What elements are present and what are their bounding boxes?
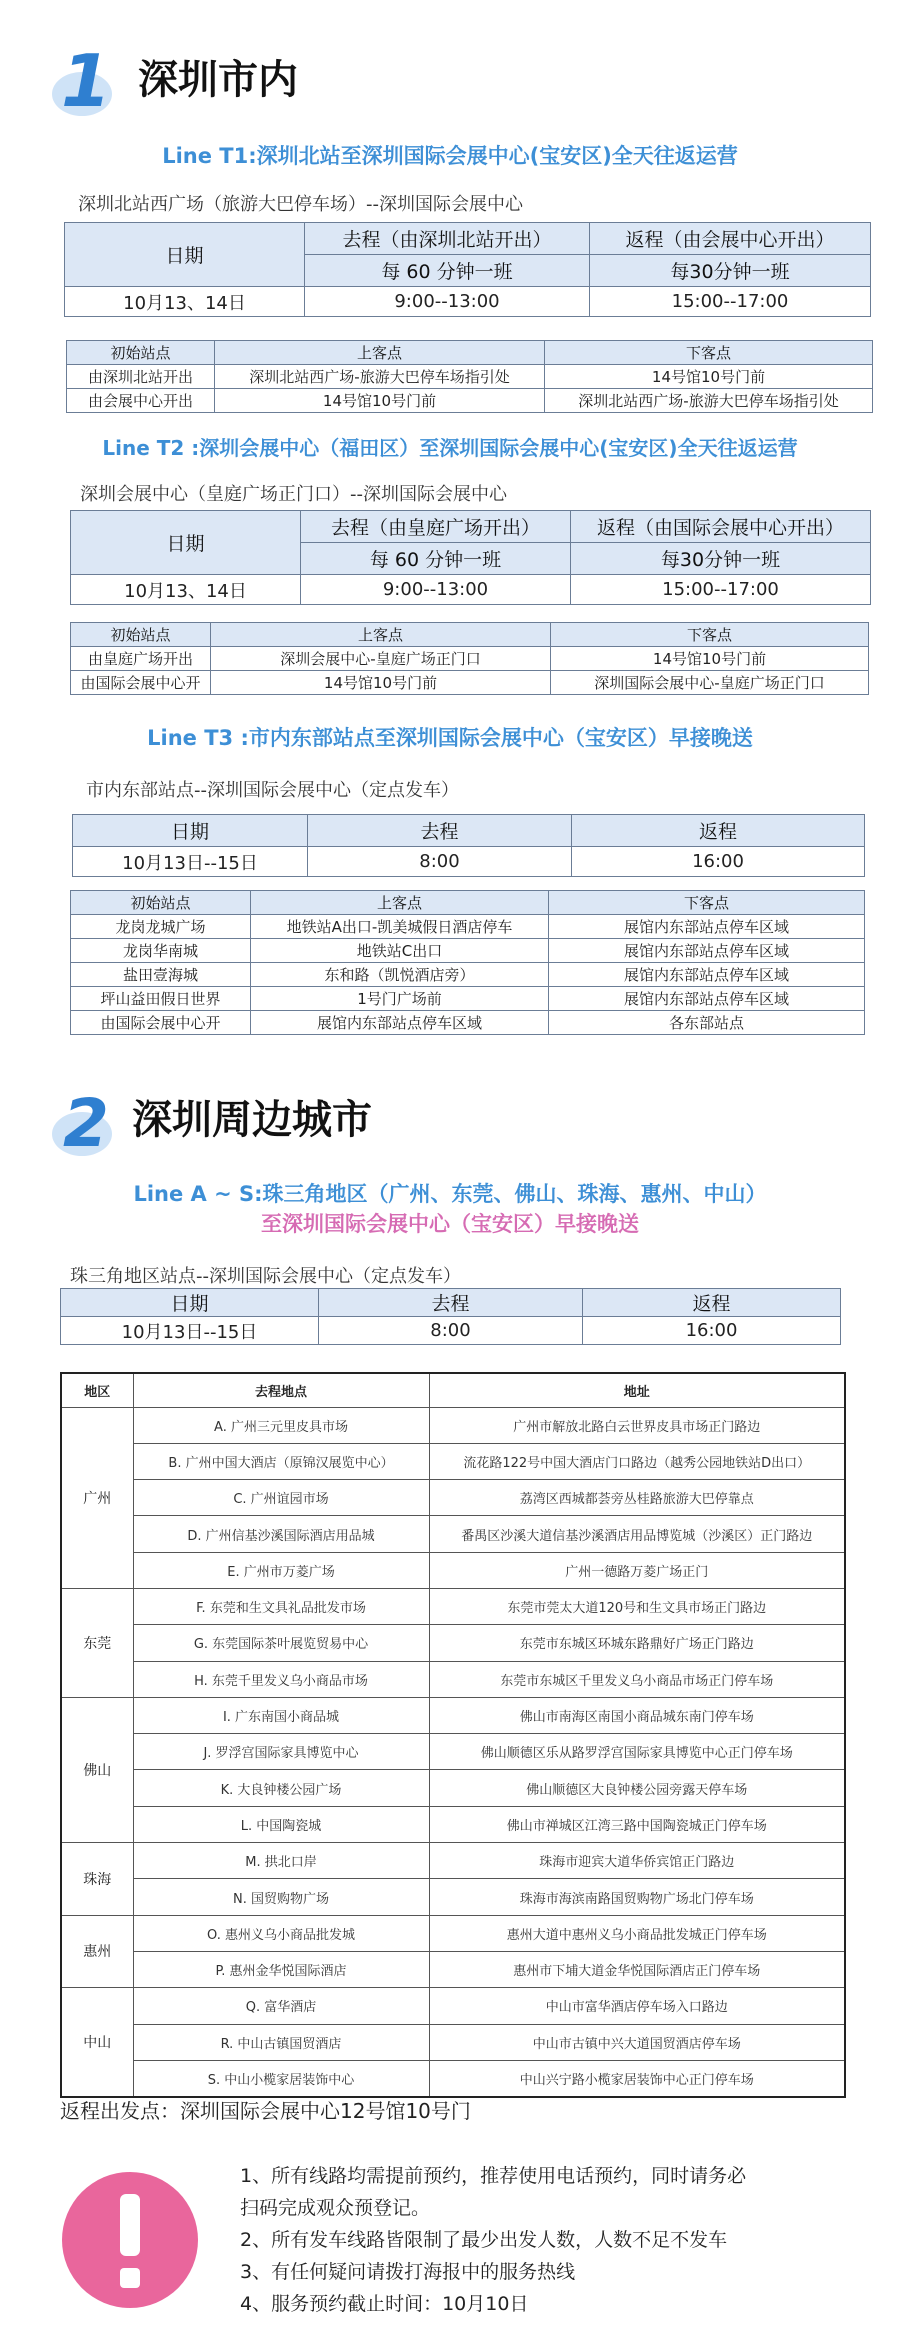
table-row — [61, 1951, 845, 1987]
station-cell: O. 惠州义乌小商品批发城 — [133, 1915, 429, 1951]
t2-back-freq: 每30分钟一班 — [571, 543, 871, 575]
as-date-header: 日期 — [61, 1289, 319, 1317]
address-cell: 东莞市莞太大道120号和生文具市场正门路边 — [429, 1588, 845, 1624]
t3-stop-pickup: 1号门广场前 — [251, 987, 549, 1011]
t3-stop-start: 盐田壹海城 — [71, 963, 251, 987]
address-cell: 惠州市下埔大道金华悦国际酒店正门停车场 — [429, 1951, 845, 1987]
as-header-address: 地址 — [429, 1373, 845, 1407]
station-cell: N. 国贸购物广场 — [133, 1879, 429, 1915]
t3-stop-start: 龙岗龙城广场 — [71, 915, 251, 939]
address-cell: 广州一德路万菱广场正门 — [429, 1552, 845, 1588]
section2-number-badge — [46, 1080, 126, 1160]
as-go-time: 8:00 — [319, 1317, 583, 1345]
table-row — [61, 1697, 845, 1733]
t1-stop-dropoff: 14号馆10号门前 — [545, 365, 873, 389]
address-cell: 佛山市禅城区江湾三路中国陶瓷城正门停车场 — [429, 1806, 845, 1842]
as-route: 珠三角地区站点--深圳国际会展中心（定点发车） — [70, 1266, 461, 1287]
address-cell: 中山兴宁路小榄家居装饰中心正门停车场 — [429, 2060, 845, 2096]
t2-title: Line T2 :深圳会展中心（福田区）至深圳国际会展中心(宝安区)全天往返运营 — [102, 436, 798, 460]
t1-back-freq: 每30分钟一班 — [590, 255, 871, 287]
t1-go-time: 9:00--13:00 — [305, 287, 590, 317]
table-row — [61, 2024, 845, 2060]
table-row — [67, 365, 873, 389]
t2-stop-pickup: 深圳会展中心-皇庭广场正门口 — [211, 647, 551, 671]
address-cell: 珠海市海滨南路国贸购物广场北门停车场 — [429, 1879, 845, 1915]
table-row — [67, 389, 873, 413]
t3-go-time: 8:00 — [308, 847, 572, 877]
t1-stop-start: 由深圳北站开出 — [67, 365, 215, 389]
as-header-region: 地区 — [61, 1373, 133, 1407]
station-cell: A. 广州三元里皮具市场 — [133, 1407, 429, 1443]
address-cell: 荔湾区西城都荟旁丛桂路旅游大巴停靠点 — [429, 1480, 845, 1516]
address-cell: 东莞市东城区千里发义乌小商品市场正门停车场 — [429, 1661, 845, 1697]
region-cell: 惠州 — [61, 1915, 133, 1988]
address-cell: 佛山顺德区大良钟楼公园旁露天停车场 — [429, 1770, 845, 1806]
t2-stops-h0: 初始站点 — [71, 623, 211, 647]
table-row — [71, 939, 865, 963]
note-item: 扫码完成观众预登记。 — [240, 2197, 431, 2219]
t3-stop-start: 坪山益田假日世界 — [71, 987, 251, 1011]
station-cell: L. 中国陶瓷城 — [133, 1806, 429, 1842]
t1-stops-h1: 上客点 — [215, 341, 545, 365]
as-header-station: 去程地点 — [133, 1373, 429, 1407]
t3-go-header: 去程 — [308, 815, 572, 847]
t3-stop-dropoff: 各东部站点 — [549, 1011, 865, 1035]
t1-title: Line T1:深圳北站至深圳国际会展中心(宝安区)全天往返运营 — [162, 144, 738, 168]
table-row — [61, 1843, 845, 1879]
section2-title: 深圳周边城市 — [132, 1096, 372, 1143]
t1-date: 10月13、14日 — [65, 287, 305, 317]
t3-date-header: 日期 — [73, 815, 308, 847]
station-cell: G. 东莞国际茶叶展览贸易中心 — [133, 1625, 429, 1661]
table-row — [71, 915, 865, 939]
region-cell: 中山 — [61, 1988, 133, 2097]
table-row — [61, 1625, 845, 1661]
t3-stop-dropoff: 展馆内东部站点停车区域 — [549, 939, 865, 963]
t2-route: 深圳会展中心（皇庭广场正门口）--深圳国际会展中心 — [80, 484, 507, 505]
exclamation-icon — [60, 2170, 200, 2310]
address-cell: 东莞市东城区环城东路鼎好广场正门路边 — [429, 1625, 845, 1661]
t1-stop-dropoff: 深圳北站西广场-旅游大巴停车场指引处 — [545, 389, 873, 413]
notes-list — [240, 2160, 880, 2320]
as-go-header: 去程 — [319, 1289, 583, 1317]
region-cell: 东莞 — [61, 1588, 133, 1697]
t1-route: 深圳北站西广场（旅游大巴停车场）--深圳国际会展中心 — [78, 194, 523, 215]
t1-stop-pickup: 深圳北站西广场-旅游大巴停车场指引处 — [215, 365, 545, 389]
station-cell: S. 中山小榄家居装饰中心 — [133, 2060, 429, 2096]
t1-back-time: 15:00--17:00 — [590, 287, 871, 317]
t1-stops-h2: 下客点 — [545, 341, 873, 365]
as-back-header: 返程 — [583, 1289, 841, 1317]
note-item: 3、有任何疑问请拨打海报中的服务热线 — [240, 2261, 576, 2283]
return-point: 返程出发点：深圳国际会展中心12号馆10号门 — [60, 2099, 471, 2123]
table-row — [61, 1915, 845, 1951]
t3-route: 市内东部站点--深圳国际会展中心（定点发车） — [86, 780, 459, 801]
t2-go-freq: 每 60 分钟一班 — [301, 543, 571, 575]
address-cell: 中山市富华酒店停车场入口路边 — [429, 1988, 845, 2024]
table-row — [61, 1770, 845, 1806]
t3-stops-h1: 上客点 — [251, 891, 549, 915]
address-cell: 流花路122号中国大酒店门口路边（越秀公园地铁站D出口） — [429, 1443, 845, 1479]
table-row — [61, 1407, 845, 1443]
t2-stops-h1: 上客点 — [211, 623, 551, 647]
region-cell: 珠海 — [61, 1843, 133, 1916]
section1-title: 深圳市内 — [138, 56, 298, 103]
address-cell: 佛山市南海区南国小商品城东南门停车场 — [429, 1697, 845, 1733]
note-item: 2、所有发车线路皆限制了最少出发人数，人数不足不发车 — [240, 2229, 728, 2251]
t1-back-header: 返程（由会展中心开出） — [590, 223, 871, 255]
address-cell: 中山市古镇中兴大道国贸酒店停车场 — [429, 2024, 845, 2060]
t1-stop-pickup: 14号馆10号门前 — [215, 389, 545, 413]
note-item: 1、所有线路均需提前预约，推荐使用电话预约，同时请务必 — [240, 2165, 747, 2187]
t2-stop-dropoff: 深圳国际会展中心-皇庭广场正门口 — [551, 671, 869, 695]
table-row — [61, 1988, 845, 2024]
table-row — [71, 987, 865, 1011]
t2-go-time: 9:00--13:00 — [301, 575, 571, 605]
t2-stops-table — [70, 622, 869, 695]
station-cell: Q. 富华酒店 — [133, 1988, 429, 2024]
t3-stop-dropoff: 展馆内东部站点停车区域 — [549, 963, 865, 987]
t3-stop-pickup: 地铁站A出口-凯美城假日酒店停车 — [251, 915, 549, 939]
t3-stop-start: 由国际会展中心开 — [71, 1011, 251, 1035]
station-cell: H. 东莞千里发义乌小商品市场 — [133, 1661, 429, 1697]
table-row — [61, 2060, 845, 2096]
t3-stops-table — [70, 890, 865, 1035]
t3-stops-h0: 初始站点 — [71, 891, 251, 915]
station-cell: F. 东莞和生文具礼品批发市场 — [133, 1588, 429, 1624]
t1-stops-h0: 初始站点 — [67, 341, 215, 365]
t3-stops-h2: 下客点 — [549, 891, 865, 915]
t1-schedule-table — [64, 222, 871, 317]
t3-stop-dropoff: 展馆内东部站点停车区域 — [549, 915, 865, 939]
t1-date-header: 日期 — [65, 223, 305, 287]
station-cell: J. 罗浮宫国际家具博览中心 — [133, 1734, 429, 1770]
station-cell: M. 拱北口岸 — [133, 1843, 429, 1879]
t3-back-time: 16:00 — [572, 847, 865, 877]
region-cell: 广州 — [61, 1407, 133, 1588]
section2-number: 2 — [63, 1085, 109, 1160]
t2-date-header: 日期 — [71, 511, 301, 575]
address-cell: 惠州大道中惠州义乌小商品批发城正门停车场 — [429, 1915, 845, 1951]
t1-go-header: 去程（由深圳北站开出） — [305, 223, 590, 255]
t2-back-header: 返程（由国际会展中心开出） — [571, 511, 871, 543]
table-row — [61, 1806, 845, 1842]
address-cell: 佛山顺德区乐从路罗浮宫国际家具博览中心正门停车场 — [429, 1734, 845, 1770]
t3-schedule-table — [72, 814, 865, 877]
t2-back-time: 15:00--17:00 — [571, 575, 871, 605]
as-title: Line A ~ S:珠三角地区（广州、东莞、佛山、珠海、惠州、中山） — [133, 1182, 767, 1206]
t3-title: Line T3 :市内东部站点至深圳国际会展中心（宝安区）早接晚送 — [147, 726, 753, 750]
region-cell: 佛山 — [61, 1697, 133, 1842]
address-cell: 珠海市迎宾大道华侨宾馆正门路边 — [429, 1843, 845, 1879]
t3-stop-pickup: 展馆内东部站点停车区域 — [251, 1011, 549, 1035]
section1-number-badge — [46, 40, 126, 120]
table-row — [71, 1011, 865, 1035]
t2-stop-start: 由皇庭广场开出 — [71, 647, 211, 671]
table-row — [71, 963, 865, 987]
t3-date: 10月13日--15日 — [73, 847, 308, 877]
note-item: 4、服务预约截止时间：10月10日 — [240, 2293, 529, 2315]
t1-go-freq: 每 60 分钟一班 — [305, 255, 590, 287]
table-row — [61, 1588, 845, 1624]
t2-stops-h2: 下客点 — [551, 623, 869, 647]
station-cell: R. 中山古镇国贸酒店 — [133, 2024, 429, 2060]
station-cell: E. 广州市万菱广场 — [133, 1552, 429, 1588]
as-subtitle: 至深圳国际会展中心（宝安区）早接晚送 — [261, 1212, 639, 1236]
as-stations-table — [60, 1372, 846, 2098]
t3-stop-dropoff: 展馆内东部站点停车区域 — [549, 987, 865, 1011]
table-row — [61, 1552, 845, 1588]
table-row — [61, 1480, 845, 1516]
as-schedule-table — [60, 1288, 841, 1345]
address-cell: 番禺区沙溪大道信基沙溪酒店用品博览城（沙溪区）正门路边 — [429, 1516, 845, 1552]
t2-stop-start: 由国际会展中心开 — [71, 671, 211, 695]
t3-stop-start: 龙岗华南城 — [71, 939, 251, 963]
table-row — [61, 1734, 845, 1770]
table-row — [71, 671, 869, 695]
station-cell: B. 广州中国大酒店（原锦汉展览中心） — [133, 1443, 429, 1479]
station-cell: K. 大良钟楼公园广场 — [133, 1770, 429, 1806]
station-cell: C. 广州谊园市场 — [133, 1480, 429, 1516]
t1-stops-table — [66, 340, 873, 413]
station-cell: I. 广东南国小商品城 — [133, 1697, 429, 1733]
t3-stop-pickup: 地铁站C出口 — [251, 939, 549, 963]
t3-back-header: 返程 — [572, 815, 865, 847]
t2-stop-pickup: 14号馆10号门前 — [211, 671, 551, 695]
t3-stop-pickup: 东和路（凯悦酒店旁） — [251, 963, 549, 987]
t2-date: 10月13、14日 — [71, 575, 301, 605]
table-row — [71, 647, 869, 671]
as-back-time: 16:00 — [583, 1317, 841, 1345]
table-row — [61, 1516, 845, 1552]
table-row — [61, 1661, 845, 1697]
t1-stop-start: 由会展中心开出 — [67, 389, 215, 413]
station-cell: D. 广州信基沙溪国际酒店用品城 — [133, 1516, 429, 1552]
t2-go-header: 去程（由皇庭广场开出） — [301, 511, 571, 543]
address-cell: 广州市解放北路白云世界皮具市场正门路边 — [429, 1407, 845, 1443]
as-date: 10月13日--15日 — [61, 1317, 319, 1345]
station-cell: P. 惠州金华悦国际酒店 — [133, 1951, 429, 1987]
table-row — [61, 1443, 845, 1479]
t2-schedule-table — [70, 510, 871, 605]
section1-number: 1 — [60, 40, 112, 120]
table-row — [61, 1879, 845, 1915]
t2-stop-dropoff: 14号馆10号门前 — [551, 647, 869, 671]
